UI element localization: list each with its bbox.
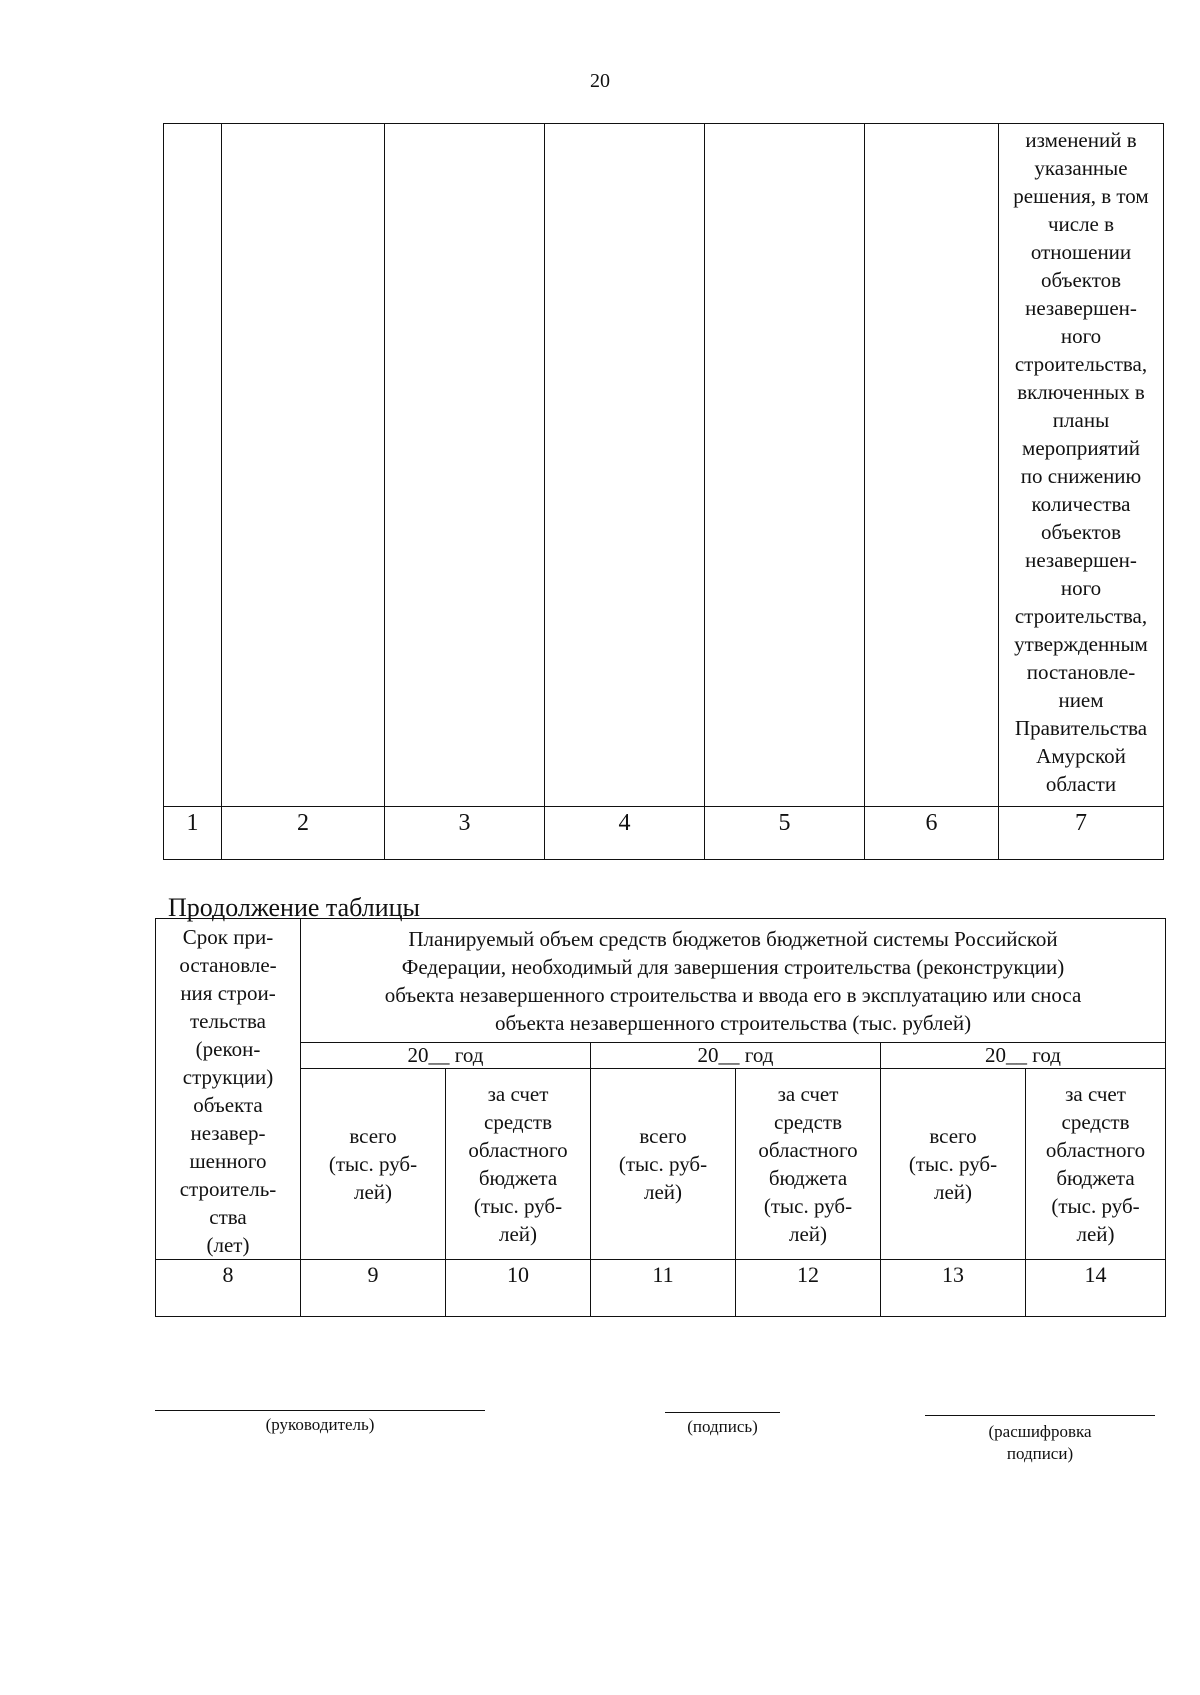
header-suspension-term: Срок при- остановле- ния строи- тельства (рекон- струкции) объекта незавер- шенного строитель- ства (лет)	[156, 919, 301, 1260]
continuation-title: Продолжение таблицы	[168, 893, 420, 922]
column-number: 3	[385, 807, 545, 860]
table-cell	[222, 124, 385, 807]
column-number: 13	[881, 1260, 1026, 1317]
year-label: 20__ год	[591, 1043, 881, 1069]
header-total: всего (тыс. руб- лей)	[591, 1069, 736, 1260]
table-row	[156, 919, 1166, 1043]
column-number: 12	[736, 1260, 881, 1317]
table-cell	[164, 124, 222, 807]
table-cell	[865, 124, 999, 807]
column-number: 7	[999, 807, 1164, 860]
column-number: 6	[865, 807, 999, 860]
column-number: 1	[164, 807, 222, 860]
signature-label-decoding: (расшифровка подписи)	[988, 1422, 1092, 1463]
table-row-column-numbers	[164, 807, 1164, 860]
header-regional-budget: за счет средств областного бюджета (тыс. руб- лей)	[446, 1069, 591, 1260]
header-regional-budget: за счет средств областного бюджета (тыс. руб- лей)	[736, 1069, 881, 1260]
header-total: всего (тыс. руб- лей)	[881, 1069, 1026, 1260]
signature-line-head	[155, 1410, 485, 1411]
year-label: 20__ год	[301, 1043, 591, 1069]
header-total: всего (тыс. руб- лей)	[301, 1069, 446, 1260]
table-row-column-numbers	[156, 1260, 1166, 1317]
table-top-part	[163, 123, 1164, 860]
table-row-years	[156, 1043, 1166, 1069]
header-planned-volume: Планируемый объем средств бюджетов бюджетной системы Российской Федерации, необходимый для завершения строительства (реконструкции) объекта незавершенного строительства и ввода его в эксплуатацию или сноса объекта незавершенного строительства (тыс. рублей)	[301, 919, 1166, 1043]
column-number: 9	[301, 1260, 446, 1317]
column-number: 14	[1026, 1260, 1166, 1317]
signature-label-signature: (подпись)	[687, 1417, 758, 1436]
table-cell	[705, 124, 865, 807]
page-number: 20	[590, 70, 610, 92]
column-number: 8	[156, 1260, 301, 1317]
table-continuation	[155, 918, 1166, 1317]
table-cell-text: изменений в указанные решения, в том числе в отношении объектов незавершен- ного строительства, включенных в планы мероприятий по снижению количества объектов незавершен- ного строительства, утвержденным постановле- нием Правительства Амурской области	[999, 124, 1164, 807]
table-cell	[385, 124, 545, 807]
signature-line-decoding	[925, 1415, 1155, 1416]
signature-label-head: (руководитель)	[265, 1415, 375, 1434]
column-number: 10	[446, 1260, 591, 1317]
column-number: 4	[545, 807, 705, 860]
table-cell	[545, 124, 705, 807]
year-label: 20__ год	[881, 1043, 1166, 1069]
column-number: 5	[705, 807, 865, 860]
column-number: 11	[591, 1260, 736, 1317]
signature-line-signature	[665, 1412, 780, 1413]
column-number: 2	[222, 807, 385, 860]
table-row-subheaders	[156, 1069, 1166, 1260]
header-regional-budget: за счет средств областного бюджета (тыс. руб- лей)	[1026, 1069, 1166, 1260]
table-row	[164, 124, 1164, 807]
